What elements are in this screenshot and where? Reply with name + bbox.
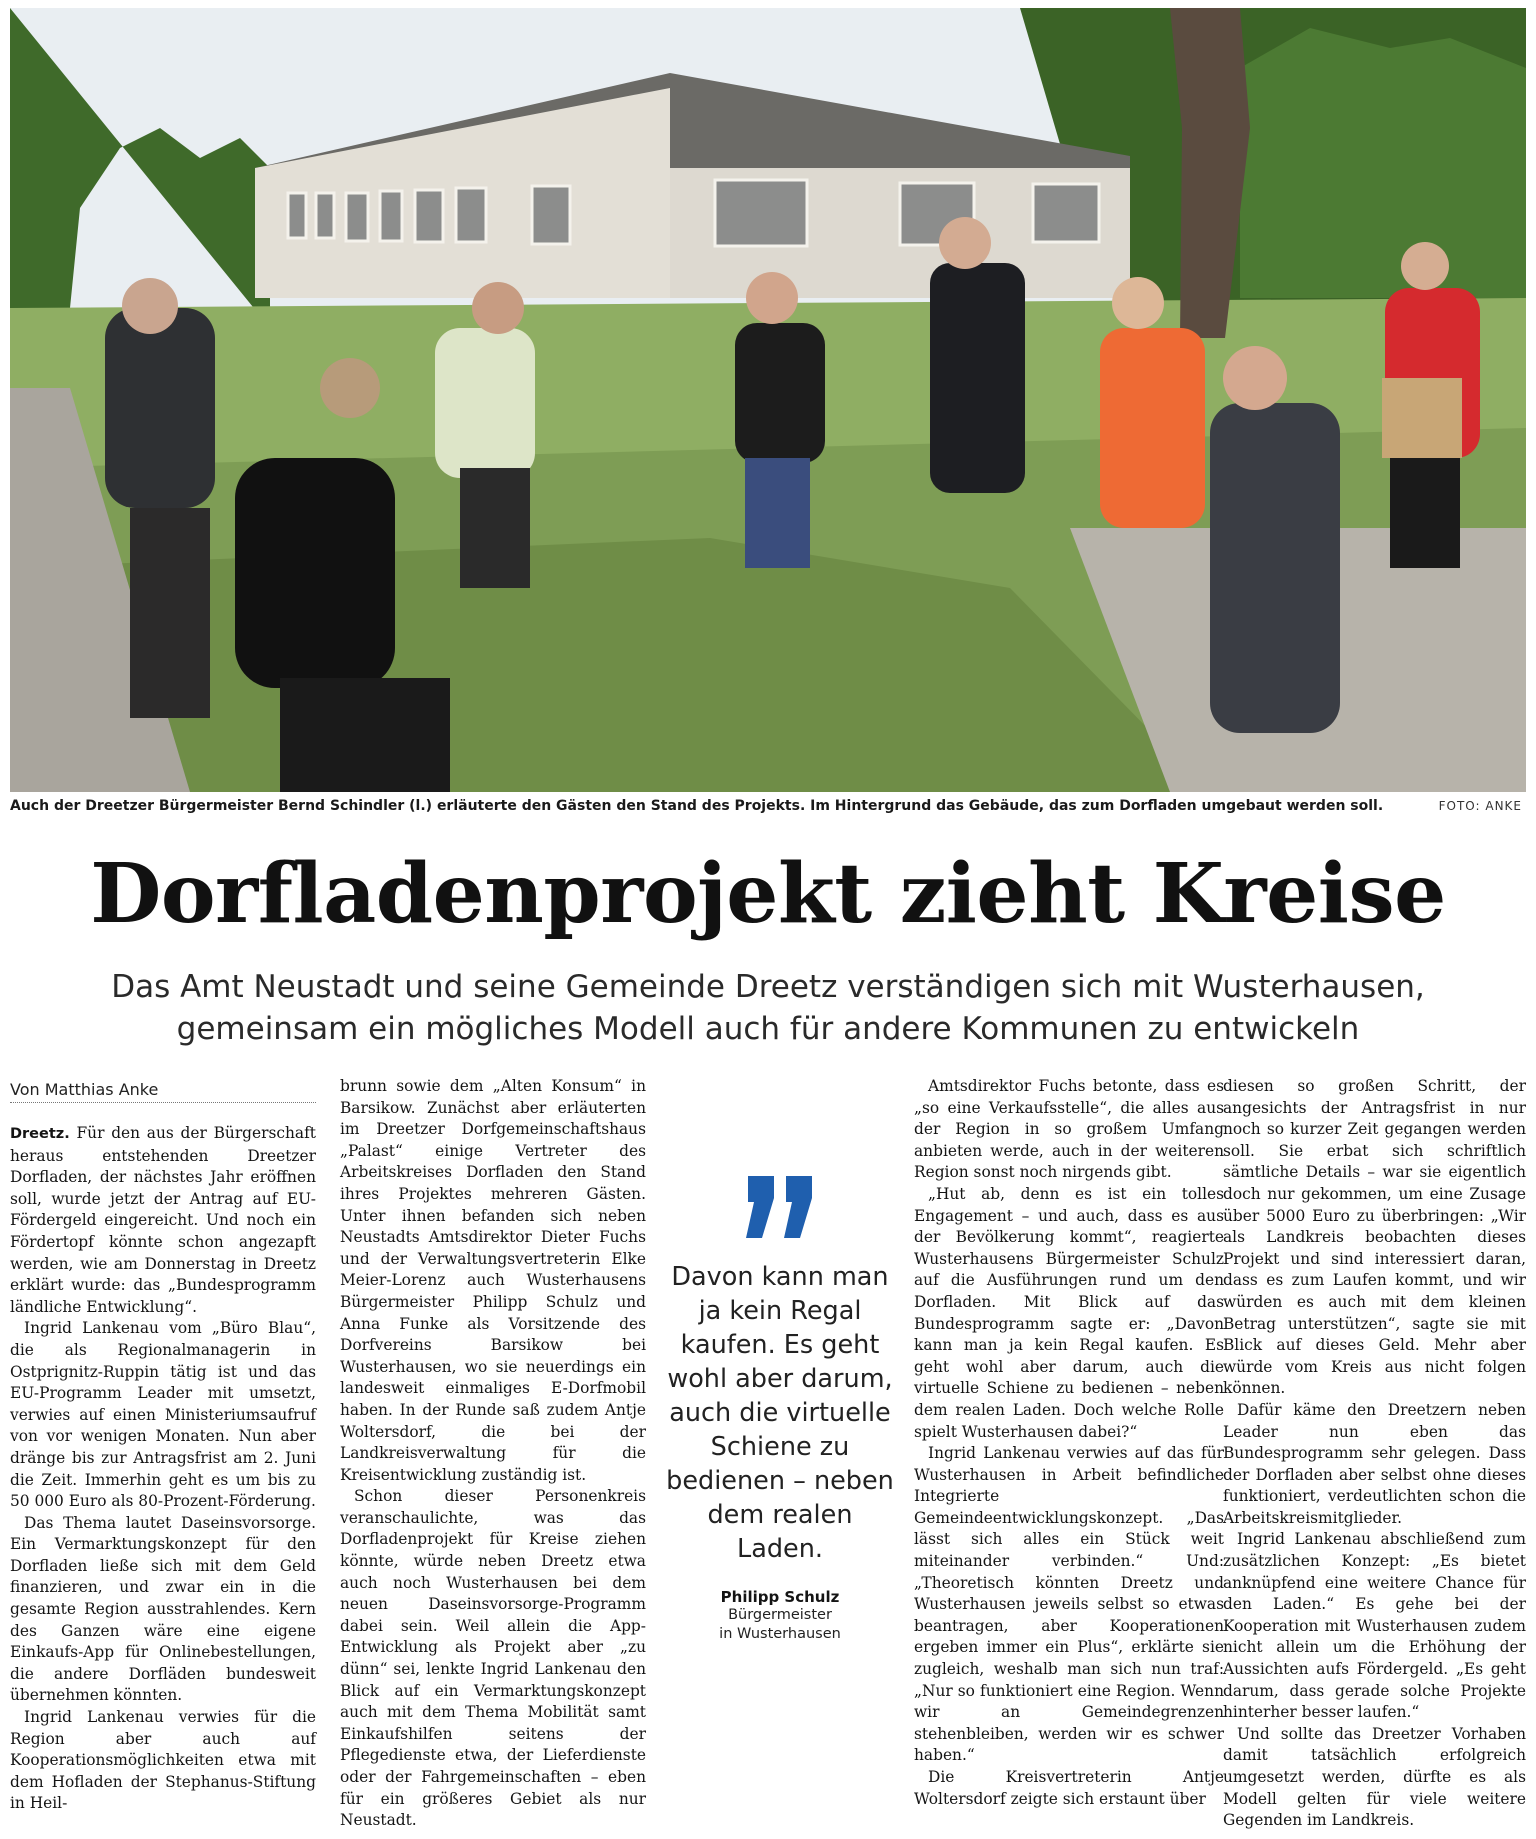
article-subhead bbox=[40, 966, 1496, 1050]
paragraph-text: Für den aus der Bürgerschaft heraus entstehenden Dreetzer Dorfladen, der nächstes Jahr eröffnen soll, wurde jetzt der Antrag auf EU-Fördergeld eingereicht. Und noch ein Fördertopf könnte schon angezapft werden, wie am Donnerstag in Dreetz erklärt wurde: das „Bundesprogramm ländliche Entwicklung“. bbox=[10, 1124, 316, 1316]
paragraph: Das Thema lautet Daseinsvorsorge. Ein Vermarktungskonzept für den Dorfladen ließe sich mit dem Geld finanzieren, und zwar ein in die gesamte Region ausstrahlendes. Kern des Ganzen wäre eine eigene Einkaufs-App für Onlinebestellungen, die andere Dorfläden bundesweit übernehmen könnten. bbox=[10, 1513, 316, 1705]
article-column-2 bbox=[340, 1076, 646, 1832]
article-headline: Dorfladenprojekt zieht Kreise bbox=[90, 846, 1446, 942]
pull-quote-role-2: in Wusterhausen bbox=[719, 1626, 841, 1642]
photo-caption-text: Auch der Dreetzer Bürgermeister Bernd Schindler (l.) erläuterte den Gästen den Stand des Projekts. Im Hintergrund das Gebäude, das zum Dorfladen umgebaut werden soll. bbox=[10, 798, 1384, 814]
photo-caption bbox=[10, 798, 1526, 820]
article-column-1 bbox=[10, 1123, 316, 1815]
article-column-4 bbox=[914, 1076, 1224, 1810]
paragraph: Ingrid Lankenau vom „Büro Blau“, die als Regionalmanagerin in Ostprignitz-Ruppin tätig ist und das EU-Programm Leader mit umsetzt, verwies auf einen Ministeriumsaufruf von vor wenigen Monaten. Nun aber dränge bis zur Antragsfrist am 2. Juni die Zeit. Immerhin geht es um bis zu 50 000 Euro als 80-Prozent-Förderung. bbox=[10, 1319, 316, 1511]
article-column-5 bbox=[1223, 1076, 1526, 1832]
photo-illustration bbox=[10, 8, 1526, 792]
paragraph: „Hut ab, denn es ist ein tolles Engagement – und auch, dass es aus der Bevölkerung kommt“, reagierte Wusterhausens Bürgermeister Schulz auf die Ausführungen rund um den Dorfladen. Mit Blick auf das Bundesprogramm sagte er: „Davon kann man ja kein Regal kaufen. Es geht wohl aber darum, auch die virtuelle Schiene zu bedienen – neben dem realen Laden. Doch welche Rolle spielt Wusterhausen dabei?“ bbox=[914, 1184, 1224, 1441]
subhead-line-1: Das Amt Neustadt und seine Gemeinde Dreetz verständigen sich mit Wusterhausen, bbox=[111, 969, 1425, 1005]
article-photo bbox=[10, 8, 1526, 792]
paragraph: Schon dieser Personenkreis veranschaulichte, was das Dorfladenprojekt für Kreise ziehen könnte, würde neben Dreetz etwa auch noch Wusterhausen bei dem neuen Daseinsvorsorge-Programm dabei sein. Weil allein die App-Entwicklung als Projekt aber „zu dünn“ sei, lenkte Ingrid Lankenau den Blick auf ein Vermarktungskonzept auch mit dem Thema Mobilität samt Einkaufshilfen seitens der Pflegedienste etwa, der Lieferdienste oder der Fahrgemeinschaften – eben für ein größeres Gebiet als nur Neustadt. bbox=[340, 1487, 646, 1830]
pull-quote-role-1: Bürgermeister bbox=[728, 1607, 832, 1623]
paragraph: Amtsdirektor Fuchs betonte, dass es „so eine Verkaufsstelle“, die alles aus der Region in so großem Umfang anbieten werde, auch in der weiteren Region sonst noch nirgends gibt. bbox=[914, 1077, 1224, 1182]
pull-quote-text: Davon kann man ja kein Regal kaufen. Es geht wohl aber darum, auch die virtuelle Schiene zu bedienen – neben dem realen Laden. bbox=[666, 1262, 894, 1564]
pull-quote bbox=[662, 1176, 898, 1644]
pull-quote-name: Philipp Schulz bbox=[720, 1588, 840, 1606]
photo-credit: FOTO: ANKE bbox=[1438, 799, 1522, 813]
byline: Von Matthias Anke bbox=[10, 1080, 316, 1103]
paragraph: diesen so großen Schritt, der angesichts der Antragsfrist in nur noch so kurzer Zeit gegangen werden soll. Sie erbat sich schriftlich sämtliche Details – war sie eigentlich doch nur gekommen, um eine Zusage über 5000 Euro zu überbringen: „Wir als Landkreis beobachten dieses Projekt und sind interessiert daran, dass es zum Laufen kommt, und wir würden es auch mit dem kleinen Betrag unterstützen“, sagte sie mit Blick auf dieses Geld. Mehr aber würde vom Kreis aus nicht folgen können. bbox=[1223, 1077, 1526, 1398]
paragraph: Die Kreisvertreterin Antje Woltersdorf zeigte sich erstaunt über bbox=[914, 1768, 1224, 1808]
subhead-line-2: gemeinsam ein mögliches Modell auch für andere Kommunen zu entwickeln bbox=[176, 1011, 1360, 1047]
paragraph: Ingrid Lankenau verwies für die Region aber auch auf Kooperationsmöglichkeiten etwa mit dem Hofladen der Stephanus-Stiftung in Heil- bbox=[10, 1708, 316, 1813]
dateline: Dreetz. bbox=[10, 1126, 70, 1142]
paragraph: brunn sowie dem „Alten Konsum“ in Barsikow. Zunächst aber erläuterten im Dreetzer Dorfgemeinschaftshaus „Palast“ einige Vertreter des Arbeitskreises Dorfladen den Stand ihres Projektes mehreren Gästen. Unter ihnen befanden sich neben Neustadts Amtsdirektor Dieter Fuchs und der Verwaltungsvertreterin Elke Meier-Lorenz auch Wusterhausens Bürgermeister Philipp Schulz und Anna Funke als Vorsitzende des Dorfvereins Barsikow bei Wusterhausen, wo sie neuerdings ein landesweit einmaliges E-Dorfmobil haben. In der Runde saß zudem Antje Woltersdorf, die bei der Landkreisverwaltung für die Kreisentwicklung zuständig ist. bbox=[340, 1077, 646, 1484]
paragraph: Und sollte das Dreetzer Vorhaben damit tatsächlich erfolgreich umgesetzt werden, dürfte es als Modell gelten für viele weitere Gegenden im Landkreis. bbox=[1223, 1724, 1526, 1830]
paragraph bbox=[10, 1123, 316, 1318]
paragraph: Ingrid Lankenau abschließend zum zusätzlichen Konzept: „Es bietet anknüpfend eine weitere Chance für den Laden.“ Es gehe bei der Kooperation mit Wusterhausen zudem nicht allein um die Erhöhung der Aussichten aufs Fördergeld. „Es geht darum, dass gerade solche Projekte hinterher besser laufen.“ bbox=[1223, 1530, 1526, 1722]
quote-mark-icon bbox=[740, 1176, 820, 1238]
paragraph: Dafür käme den Dreetzern neben Leader nun eben das Bundesprogramm sehr gelegen. Dass der Dorfladen aber selbst ohne dieses funktioniert, verdeutlichten schon die Arbeitskreismitglieder. bbox=[1223, 1400, 1526, 1527]
paragraph: Ingrid Lankenau verwies auf das für Wusterhausen in Arbeit befindliche Integrierte Gemeindeentwicklungskonzept. „Das lässt sich alles ein Stück weit miteinander verbinden.“ Und: „Theoretisch könnten Dreetz und Wusterhausen jeweils selbst so etwas beantragen, aber Kooperationen ergeben immer ein Plus“, erklärte sie zugleich, weshalb man sich nun traf: „Nur so funktioniert eine Region. Wenn wir an Gemeindegrenzen stehenbleiben, werden wir es schwer haben.“ bbox=[914, 1444, 1224, 1765]
